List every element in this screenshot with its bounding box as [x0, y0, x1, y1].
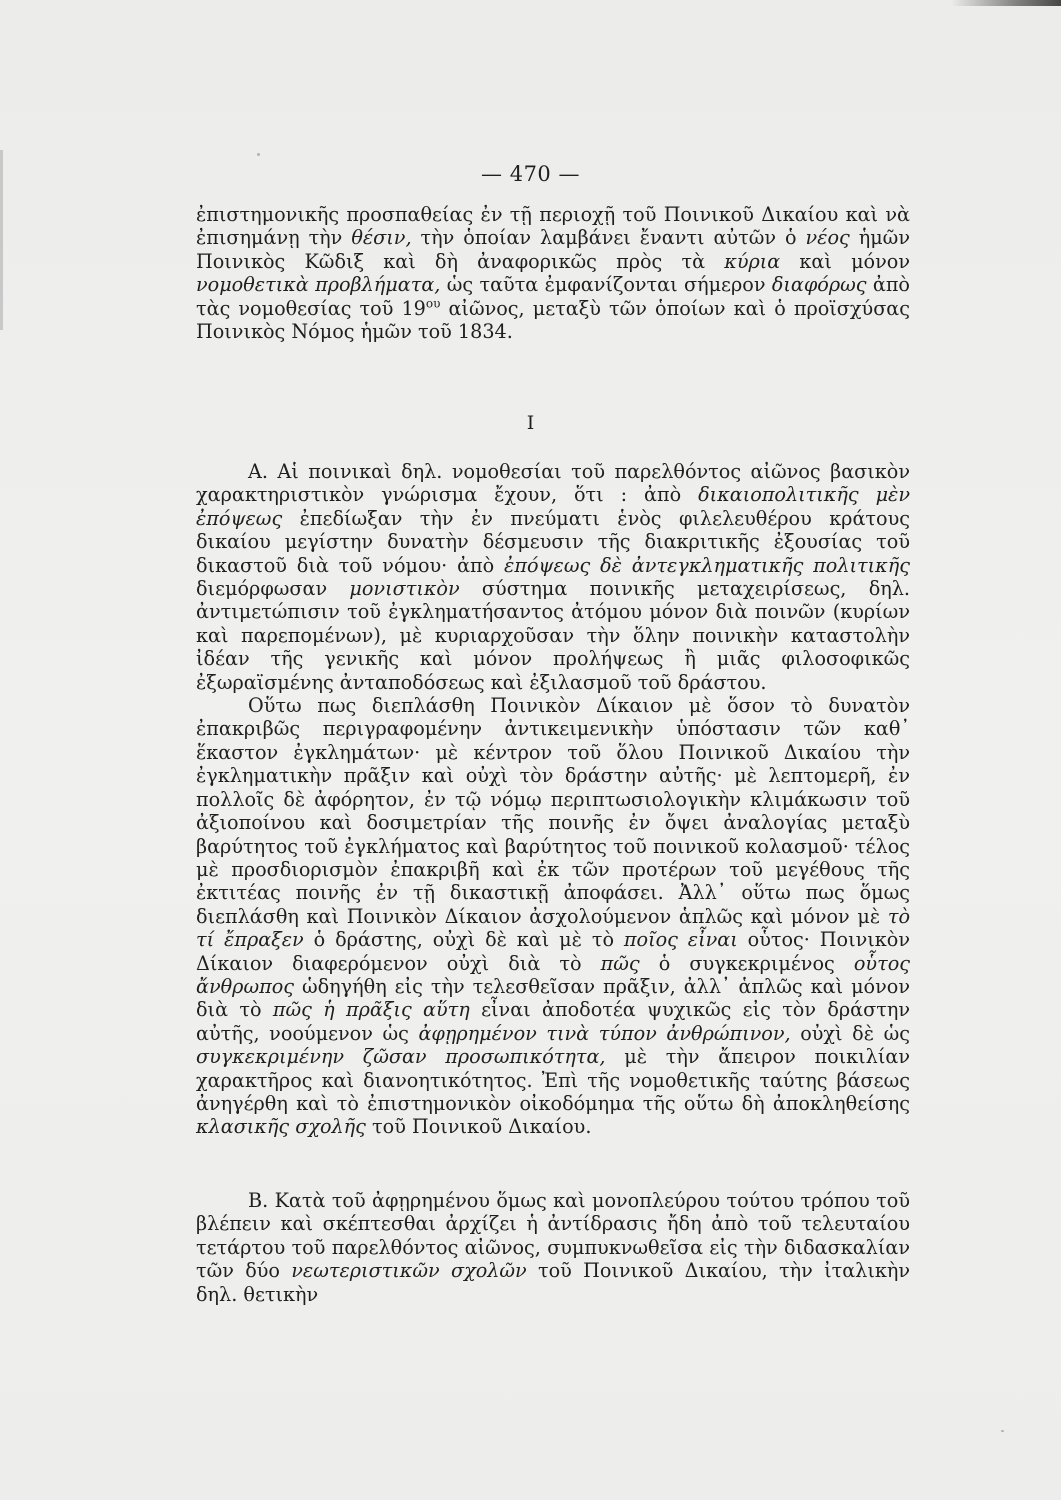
section-heading: I	[526, 412, 535, 434]
section-a-body	[196, 460, 910, 1139]
scan-speck	[257, 153, 260, 156]
page-number: — 470 —	[481, 162, 580, 186]
scan-shadow-top-right	[951, 0, 1061, 6]
scan-speck	[1001, 1430, 1004, 1432]
intro-paragraph	[196, 203, 910, 343]
section-a-second-paragraph: Οὕτω πως διεπλάσθη Ποινικὸν Δίκαιον μὲ ὅσον τὸ δυνατὸν ἐπακριβῶς περιγραφομένην ἀντικειμενικὴν ὑπόστασιν τῶν καθ᾽ ἕκαστον ἐγκλημάτων· μὲ κέντρον τοῦ ὅλου Ποινικοῦ Δικαίου τὴν ἐγκληματικὴν πρᾶξιν καὶ οὐχὶ τὸν δράστην αὐτῆς· μὲ λεπτομερῆ, ἐν πολλοῖς δὲ ἀφόρητον, ἐν τῷ νόμῳ περιπτωσιολογικὴν κλιμάκωσιν τοῦ ἀξιοποίνου καὶ δοσιμετρίαν τῆς ποινῆς ἐν ὄψει ἀναλογίας μεταξὺ βαρύτητος τοῦ ἐγκλήματος καὶ βαρύτητος τοῦ ποινικοῦ κολασμοῦ· τέλος μὲ προσδιορισμὸν ἐπακριβῆ καὶ ἐκ τῶν προτέρων τοῦ μεγέθους τῆς ἐκτιτέας ποινῆς ἐν τῇ δικαστικῇ ἀποφάσει. Ἀλλ᾽ οὕτω πως ὅμως διεπλάσθη καὶ Ποινικὸν Δίκαιον ἀσχολούμενον ἁπλῶς καὶ μόνον μὲ τὸ τί ἔπραξεν ὁ δράστης, οὐχὶ δὲ καὶ μὲ τὸ ποῖος εἶναι οὗτος· Ποινικὸν Δίκαιον διαφερόμενον οὐχὶ διὰ τὸ πῶς ὁ συγκεκριμένος οὗτος ἄνθρωπος ὡδηγήθη εἰς τὴν τελεσθεῖσαν πρᾶξιν, ἀλλ᾽ ἁπλῶς καὶ μόνον διὰ τὸ πῶς ἡ πρᾶξις αὕτη εἶναι ἀποδοτέα ψυχικῶς εἰς τὸν δράστην αὐτῆς, νοούμενον ὡς ἀφῃρημένον τινὰ τύπον ἀνθρώπινον, οὐχὶ δὲ ὡς συγκεκριμένην ζῶσαν προσωπικότητα, μὲ τὴν ἄπειρον ποικιλίαν χαρακτῆρος καὶ διανοητικότητος. Ἐπὶ τῆς νομοθετικῆς ταύτης βάσεως ἀνηγέρθη καὶ τὸ ἐπιστημονικὸν οἰκοδόμημα τῆς οὕτω δὴ ἀποκληθείσης κλασικῆς σχολῆς τοῦ Ποινικοῦ Δικαίου.	[196, 694, 911, 1139]
section-a-paragraph: Α. Αἱ ποινικαὶ δηλ. νομοθεσίαι τοῦ παρελθόντος αἰῶνος βασικὸν χαρακτηριστικὸν γνώρισμα ἔχουν, ὅτι : ἀπὸ δικαιοπολιτικῆς μὲν ἐπόψεως ἐπεδίωξαν τὴν ἐν πνεύματι ἑνὸς φιλελευθέρου κράτους δικαίου μεγίστην δυνατὴν δέσμευσιν τῆς διακριτικῆς ἐξουσίας τοῦ δικαστοῦ διὰ τοῦ νόμου· ἀπὸ ἐπόψεως δὲ ἀντεγκληματικῆς πολιτικῆς διεμόρφωσαν μονιστικὸν σύστημα ποινικῆς μεταχειρίσεως, δηλ. ἀντιμετώπισιν τοῦ ἐγκληματήσαντος ἀτόμου μόνον διὰ ποινῶν (κυρίων καὶ παρεπομένων), μὲ κυριαρχοῦσαν τὴν ὅλην ποινικὴν καταστολὴν ἰδέαν τῆς γενικῆς καὶ μόνον προλήψεως ἢ μιᾶς φιλοσοφικῶς ἐξωραϊσμένης ἀνταποδόσεως καὶ ἐξιλασμοῦ τοῦ δράστου.	[196, 460, 910, 694]
paragraph-text: ἐπιστημονικῆς προσπαθείας ἐν τῇ περιοχῇ τοῦ Ποινικοῦ Δικαίου καὶ νὰ ἐπισημάνῃ τὴν θέσιν, τὴν ὁποίαν λαμβάνει ἔναντι αὐτῶν ὁ νέος ἡμῶν Ποινικὸς Κῶδιξ καὶ δὴ ἀναφορικῶς πρὸς τὰ κύρια καὶ μόνον νομοθετικὰ προβλήματα, ὡς ταῦτα ἐμφανίζονται σήμερον διαφόρως ἀπὸ τὰς νομοθεσίας τοῦ $19^{o\upsilon}$ αἰῶνος, μεταξὺ τῶν ὁποίων καὶ ὁ προϊσχύσας Ποινικὸς Νόμος ἡμῶν τοῦ 1834.	[196, 203, 910, 344]
section-b-body	[196, 1189, 910, 1306]
section-b-paragraph: Β. Κατὰ τοῦ ἀφῃρημένου ὅμως καὶ μονοπλεύρου τούτου τρόπου τοῦ βλέπειν καὶ σκέπτεσθαι ἀρχίζει ἡ ἀντίδρασις ἤδη ἀπὸ τοῦ τελευταίου τετάρτου τοῦ παρελθόντος αἰῶνος, συμπυκνωθεῖσα εἰς τὴν διδασκαλίαν τῶν δύο νεωτεριστικῶν σχολῶν τοῦ Ποινικοῦ Δικαίου, τὴν ἰταλικὴν δηλ. θετικὴν	[196, 1189, 911, 1306]
